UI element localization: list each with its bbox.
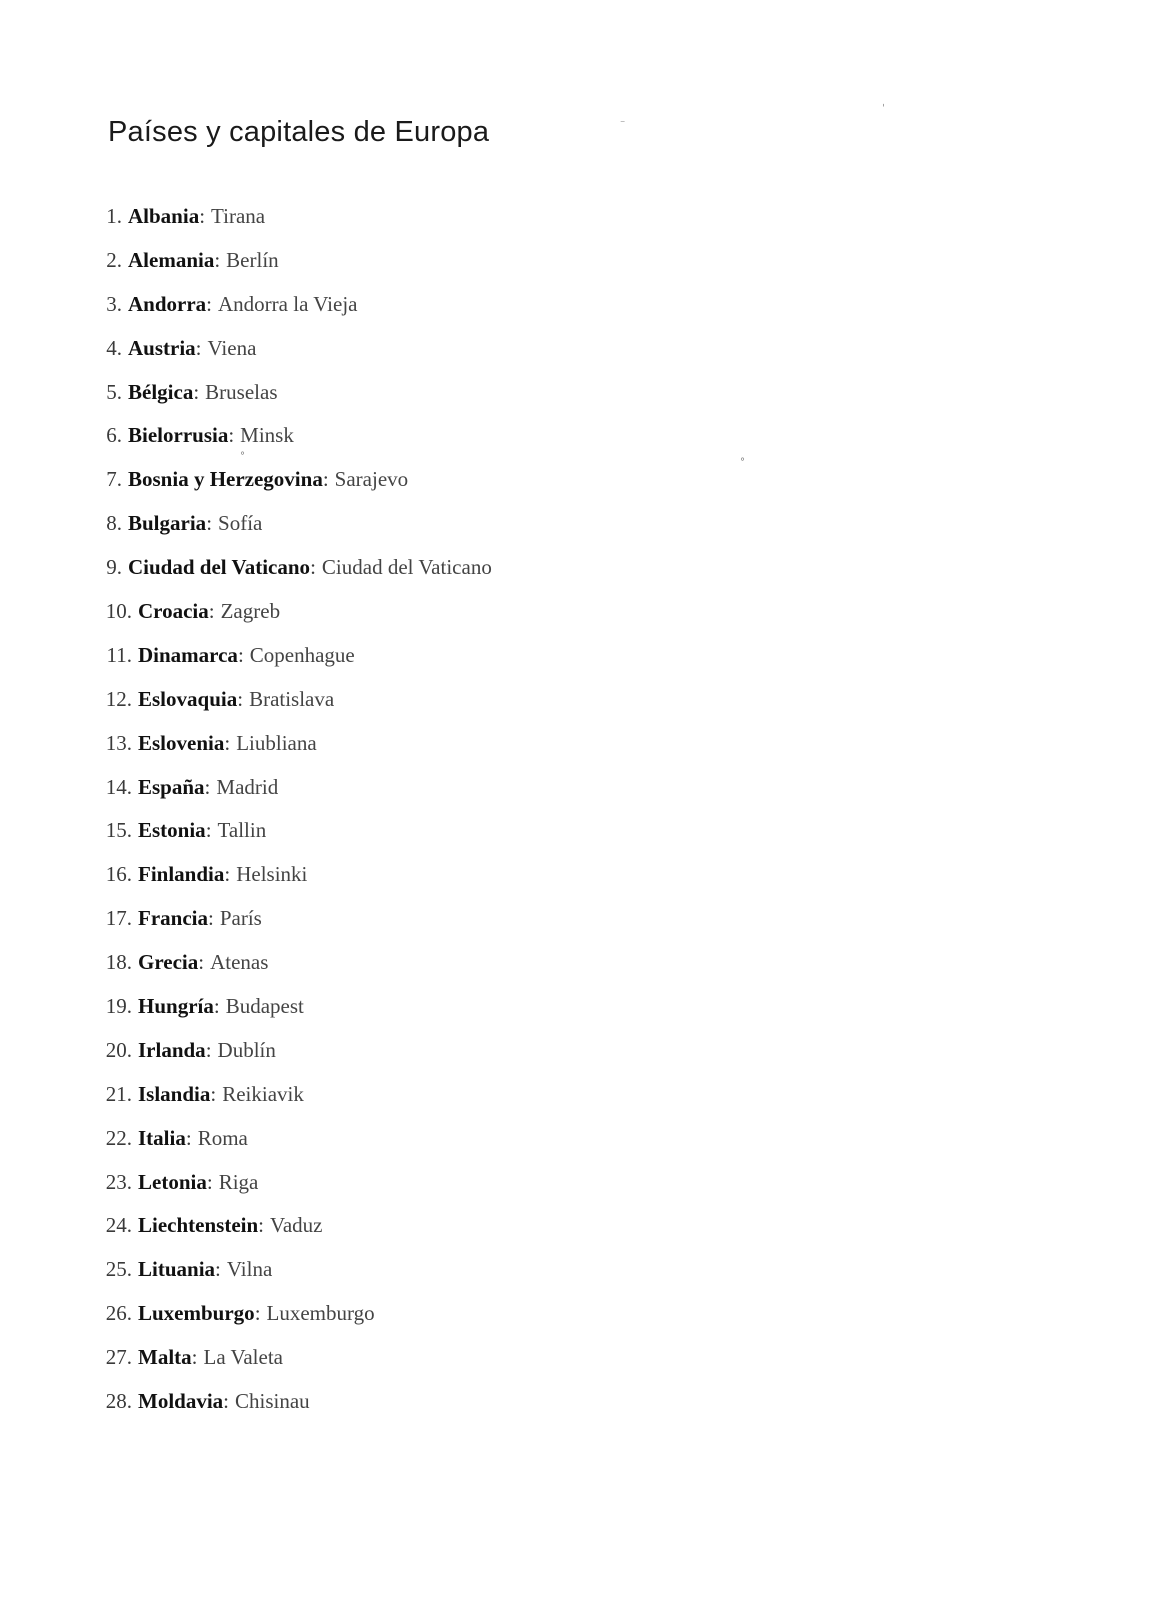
list-item	[0, 723, 492, 767]
list-item	[0, 1381, 492, 1425]
capital-name: Helsinki	[236, 862, 308, 887]
list-item	[0, 1118, 492, 1162]
capital-name: París	[219, 906, 262, 931]
item-number: 1.	[106, 204, 122, 228]
list-item	[0, 1205, 492, 1249]
item-number: 15.	[105, 818, 132, 843]
separator: :	[198, 950, 205, 975]
separator: :	[322, 467, 329, 492]
capital-name: Zagreb	[220, 599, 281, 624]
country-name: Eslovenia	[138, 730, 225, 755]
country-name: Dinamarca	[138, 642, 238, 667]
item-number: 27.	[105, 1345, 132, 1370]
list-item	[0, 942, 492, 986]
item-number: 7.	[106, 467, 122, 492]
capital-name: Madrid	[216, 774, 279, 799]
item-number: 21.	[105, 1081, 132, 1106]
separator: :	[223, 1389, 230, 1414]
separator: :	[206, 1169, 213, 1194]
capital-name: Tirana	[211, 204, 266, 228]
list-item	[0, 1293, 492, 1337]
list-item	[0, 810, 492, 854]
list-item	[0, 284, 492, 328]
separator: :	[205, 1037, 212, 1062]
country-name: Malta	[138, 1345, 192, 1370]
capital-name: Bruselas	[205, 379, 278, 404]
separator: :	[228, 423, 235, 448]
country-name: Ciudad del Vaticano	[128, 555, 311, 580]
country-name: Alemania	[128, 247, 215, 272]
list-item	[0, 591, 492, 635]
capital-name: La Valeta	[203, 1345, 283, 1370]
list-item	[0, 1337, 492, 1381]
item-number: 26.	[105, 1301, 132, 1326]
separator: :	[310, 555, 316, 580]
country-name: Bélgica	[128, 379, 194, 404]
separator: :	[191, 1345, 198, 1370]
country-name: Grecia	[138, 950, 199, 975]
separator: :	[254, 1301, 261, 1326]
separator: :	[237, 642, 244, 667]
item-number: 3.	[106, 291, 122, 316]
item-number: 17.	[105, 906, 132, 931]
capital-name: Andorra la Vieja	[218, 291, 358, 316]
list-item	[0, 1249, 492, 1293]
list-item	[0, 328, 492, 372]
item-number: 19.	[105, 994, 132, 1019]
capital-name: Berlín	[226, 247, 279, 272]
scan-speck: ˌ	[882, 97, 885, 108]
list-item	[0, 898, 492, 942]
separator: :	[193, 379, 200, 404]
separator: :	[206, 511, 213, 536]
item-number: 13.	[105, 730, 132, 755]
capital-name: Reikiavik	[222, 1081, 304, 1106]
separator: :	[224, 730, 231, 755]
country-name: Bielorrusia	[128, 423, 229, 448]
item-number: 28.	[105, 1389, 132, 1414]
list-item	[0, 503, 492, 547]
separator: :	[206, 291, 213, 316]
separator: :	[208, 599, 215, 624]
country-list	[0, 196, 492, 1425]
capital-name: Sarajevo	[334, 467, 409, 492]
item-number: 6.	[106, 423, 122, 448]
item-number: 18.	[105, 950, 132, 975]
item-number: 25.	[105, 1257, 132, 1282]
capital-name: Riga	[218, 1169, 259, 1194]
item-number: 8.	[106, 511, 122, 536]
separator: :	[258, 1213, 264, 1238]
list-item	[0, 679, 492, 723]
list-item	[0, 459, 492, 503]
item-number: 16.	[105, 862, 132, 887]
item-number: 14.	[105, 774, 132, 799]
country-name: España	[138, 774, 205, 799]
list-item	[0, 415, 492, 459]
capital-name: Bratislava	[249, 686, 335, 711]
capital-name: Budapest	[225, 994, 304, 1019]
country-name: Liechtenstein	[138, 1213, 259, 1238]
country-name: Estonia	[138, 818, 206, 843]
country-name: Letonia	[138, 1169, 207, 1194]
country-name: Italia	[138, 1125, 186, 1150]
item-number: 2.	[106, 247, 122, 272]
capital-name: Minsk	[240, 423, 294, 448]
country-name: Bosnia y Herzegovina	[128, 467, 323, 492]
scan-speck: °	[740, 457, 745, 468]
separator: :	[224, 862, 231, 887]
capital-name: Tallin	[217, 818, 267, 843]
separator: :	[207, 906, 214, 931]
page-title: Países y capitales de Europa	[108, 116, 490, 148]
item-number: 23.	[105, 1169, 132, 1194]
item-number: 24.	[105, 1213, 132, 1238]
capital-name: Roma	[197, 1125, 248, 1150]
capital-name: Atenas	[210, 950, 269, 975]
country-name: Islandia	[138, 1081, 211, 1106]
country-name: Hungría	[138, 994, 214, 1019]
item-number: 5.	[106, 379, 122, 404]
item-number: 9.	[106, 555, 122, 580]
capital-name: Vaduz	[270, 1213, 323, 1238]
separator: :	[213, 994, 220, 1019]
capital-name: Sofía	[218, 511, 263, 536]
item-number: 11.	[106, 642, 132, 667]
item-number: 10.	[105, 599, 132, 624]
capital-name: Viena	[207, 335, 257, 360]
list-item	[0, 1030, 492, 1074]
separator: :	[215, 1257, 221, 1282]
list-item	[0, 196, 492, 240]
scan-speck: °	[240, 451, 245, 462]
country-name: Austria	[128, 335, 196, 360]
list-item	[0, 240, 492, 284]
country-name: Finlandia	[138, 862, 225, 887]
country-name: Eslovaquia	[138, 686, 238, 711]
list-item	[0, 854, 492, 898]
country-name: Irlanda	[138, 1037, 206, 1062]
item-number: 12.	[105, 686, 132, 711]
list-item	[0, 1074, 492, 1118]
country-name: Croacia	[138, 599, 209, 624]
list-item	[0, 547, 492, 591]
separator: :	[237, 686, 244, 711]
capital-name: Ciudad del Vaticano	[321, 555, 492, 580]
separator: :	[185, 1125, 192, 1150]
capital-name: Chisinau	[235, 1389, 310, 1414]
country-name: Francia	[138, 906, 208, 931]
country-name: Bulgaria	[128, 511, 207, 536]
scan-speck: ⁻	[620, 119, 626, 130]
country-name: Albania	[128, 204, 200, 228]
list-item	[0, 372, 492, 416]
list-item	[0, 635, 492, 679]
list-item	[0, 986, 492, 1030]
separator: :	[210, 1081, 217, 1106]
country-name: Moldavia	[138, 1389, 224, 1414]
country-name: Lituania	[138, 1257, 216, 1282]
separator: :	[205, 818, 212, 843]
separator: :	[204, 774, 211, 799]
item-number: 4.	[106, 335, 122, 360]
capital-name: Luxemburgo	[266, 1301, 375, 1326]
capital-name: Liubliana	[236, 730, 317, 755]
separator: :	[195, 335, 202, 360]
country-name: Luxemburgo	[138, 1301, 255, 1326]
separator: :	[199, 204, 206, 228]
list-item	[0, 1162, 492, 1206]
separator: :	[214, 247, 221, 272]
capital-name: Copenhague	[249, 642, 355, 667]
capital-name: Dublín	[217, 1037, 276, 1062]
country-name: Andorra	[128, 291, 207, 316]
item-number: 20.	[105, 1037, 132, 1062]
item-number: 22.	[105, 1125, 132, 1150]
list-item	[0, 767, 492, 811]
capital-name: Vilna	[226, 1257, 273, 1282]
